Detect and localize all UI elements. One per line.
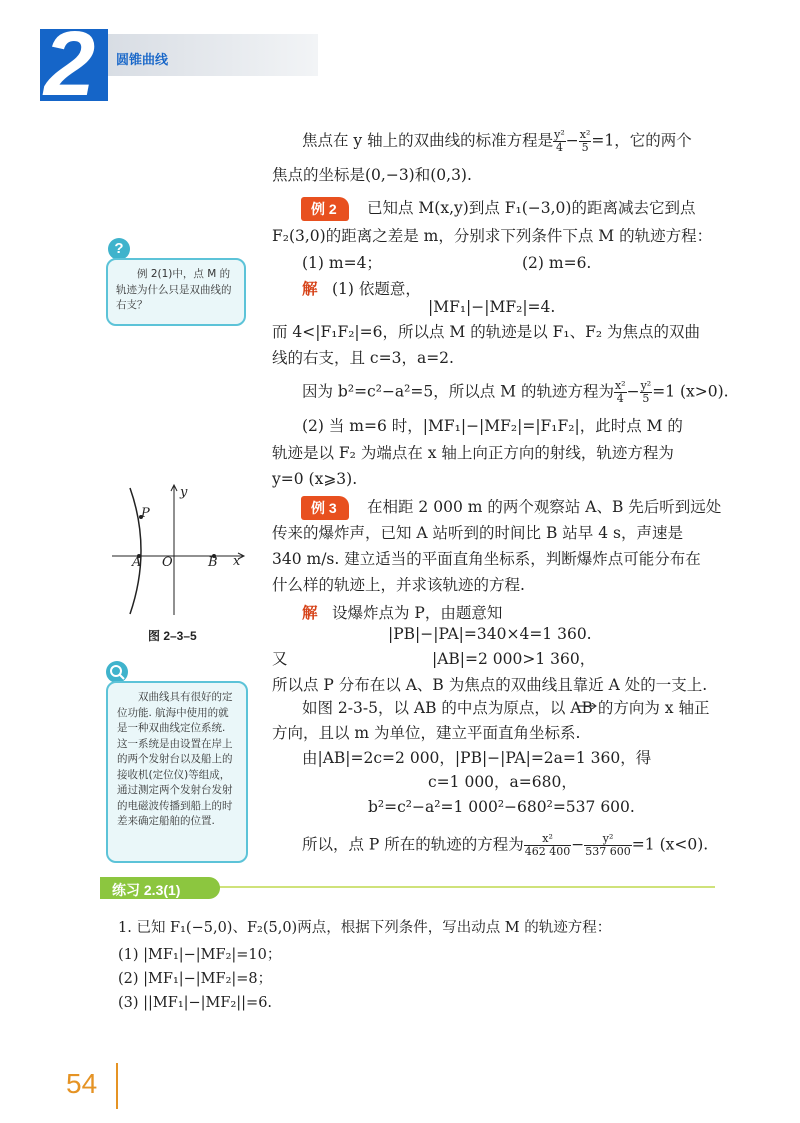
question-text: 例 2(1)中，点 M 的轨迹为什么只是双曲线的右支？: [116, 268, 232, 311]
ex2-solution-3: 线的右支，且 c=3，a=2.: [272, 349, 454, 367]
page-number: 54: [66, 1068, 98, 1099]
frac-num: x²: [524, 833, 572, 846]
frac-den: 4: [555, 141, 563, 154]
exercise-q1-b: (2) |MF₁|−|MF₂|=8；: [118, 971, 273, 987]
frac-num: y²: [640, 379, 652, 392]
fraction-y2-4: [553, 129, 566, 154]
info-box: [106, 681, 248, 863]
exercise-rule: [210, 886, 715, 888]
question-icon: ?: [108, 238, 130, 260]
exercise-q1-c: (3) ||MF₁|−|MF₂||=6.: [118, 995, 273, 1011]
fraction-y2-5: [640, 380, 653, 405]
chapter-number: 2: [44, 13, 96, 115]
ex3-line-1: 在相距 2 000 m 的两个观察站 A、B 先后听到远处: [367, 498, 722, 516]
ex3-equation-4: b²=c²−a²=1 000²−680²=537 600.: [368, 798, 635, 816]
frac-den: 462 400: [524, 845, 571, 858]
ex3-solution-1: 设爆炸点为 P，由题意知: [332, 604, 503, 622]
ex2-solution-6: 轨迹是以 F₂ 为端点在 x 轴上向正方向的射线，轨迹方程为: [272, 444, 674, 462]
ex3-sol6-post: =1 (x<0).: [631, 835, 709, 854]
ex2-solution-1: (1) 依题意，: [332, 280, 421, 298]
frac-num: x²: [579, 128, 591, 141]
fraction-y2-537600: [584, 833, 632, 858]
ex2-solution-7: y=0 (x⩾3).: [272, 470, 358, 488]
figure-label-p: P: [141, 506, 150, 521]
ex2-equation-1: |MF₁|−|MF₂|=4.: [428, 298, 556, 316]
figure-caption: 图 2–3–5: [148, 629, 197, 643]
frac-den: 4: [616, 392, 624, 405]
ex3-line-4: 什么样的轨迹上，并求该轨迹的方程.: [272, 576, 525, 594]
ex2-sol4-post: =1 (x>0).: [652, 382, 729, 401]
page-number-rule: [116, 1063, 118, 1109]
ex3-line-2: 传来的爆炸声，已知 A 站听到的时间比 B 站早 4 s，声速是: [272, 524, 683, 542]
frac-den: 5: [581, 141, 589, 154]
minus-sign: −: [626, 382, 640, 401]
ex2-condition-2: (2) m=6.: [522, 254, 592, 272]
chapter-title: 圆锥曲线: [116, 52, 169, 67]
ex2-solution-2: 而 4<|F₁F₂|=6，所以点 M 的轨迹是以 F₁、F₂ 为焦点的双曲: [272, 323, 701, 341]
ex2-line-1: 已知点 M(x,y)到点 F₁(−3,0)的距离减去它到点: [367, 199, 696, 217]
intro-text: 焦点在 y 轴上的双曲线的标准方程是: [302, 131, 554, 150]
frac-num: y²: [554, 128, 565, 141]
ex2-solution-4: [302, 380, 729, 405]
fraction-x2-5: [579, 129, 592, 154]
exercise-title: 练习 2.3(1): [112, 882, 181, 898]
info-text: 双曲线具有很好的定位功能. 航海中使用的就是一种双曲线定位系统. 这一系统是由设置在岸上的两个发射台以及船上的接收机(定位仪)等组成，通过测定两个发射台发射的电磁波传播到船上的时差来确定船舶的位置.: [117, 691, 233, 827]
ex2-condition-1: (1) m=4；: [302, 254, 382, 272]
ex3-equation-2: |AB|=2 000>1 360，: [432, 650, 596, 668]
ex3-solution-5: 由|AB|=2c=2 000，|PB|−|PA|=2a=1 360，得: [302, 749, 652, 767]
vector-arrow-icon: [578, 694, 598, 700]
ex3-you: 又: [272, 650, 288, 668]
ex3-solution-3: 如图 2-3-5，以 AB 的中点为原点，以 AB 的方向为 x 轴正: [302, 699, 710, 717]
ex3-solution-2: 所以点 P 分布在以 A、B 为焦点的双曲线且靠近 A 处的一支上.: [272, 676, 708, 694]
ex3-line-3: 340 m/s. 建立适当的平面直角坐标系，判断爆炸点可能分布在: [272, 550, 701, 568]
intro-line-2: 焦点的坐标是(0,−3)和(0,3).: [272, 166, 472, 184]
ex2-sol4-pre: 因为 b²=c²−a²=5，所以点 M 的轨迹方程为: [302, 382, 614, 401]
hyperbola-branch: [130, 488, 141, 614]
ex3-equation-3: c=1 000，a=680，: [428, 773, 577, 791]
question-box: [106, 258, 246, 326]
fraction-x2-4: [614, 380, 627, 405]
frac-num: y²: [584, 833, 632, 846]
frac-num: x²: [614, 379, 626, 392]
figure-label-x: x: [233, 554, 241, 569]
intro-eq-tail: =1，它的两个: [591, 131, 692, 150]
solve-label-2: 解: [302, 604, 318, 622]
minus-sign: −: [571, 835, 585, 854]
figure-label-o: O: [162, 555, 173, 570]
figure-label-b: B: [208, 555, 218, 570]
solve-label: 解: [302, 280, 318, 298]
frac-den: 5: [642, 392, 650, 405]
intro-line-1: [302, 129, 692, 154]
example-3-tag: 例 3: [301, 496, 349, 520]
figure-label-y: y: [180, 485, 188, 500]
ex3-solution-6: [302, 833, 708, 858]
ex2-line-2: F₂(3,0)的距离之差是 m，分别求下列条件下点 M 的轨迹方程：: [272, 227, 713, 245]
ex2-solution-5: (2) 当 m=6 时，|MF₁|−|MF₂|=|F₁F₂|，此时点 M 的: [302, 417, 683, 435]
example-2-tag: 例 2: [301, 197, 349, 221]
exercise-q1-a: (1) |MF₁|−|MF₂|=10；: [118, 947, 282, 963]
ex3-sol6-pre: 所以，点 P 所在的轨迹的方程为: [302, 835, 524, 854]
fraction-x2-462400: [524, 833, 572, 858]
figure-hyperbola: [104, 480, 254, 620]
search-icon: [106, 661, 128, 683]
figure-label-a: A: [132, 555, 142, 570]
ex3-equation-1: |PB|−|PA|=340×4=1 360.: [388, 625, 592, 643]
frac-den: 537 600: [585, 845, 631, 858]
ex3-solution-4: 方向，且以 m 为单位，建立平面直角坐标系.: [272, 724, 581, 742]
minus-sign: −: [565, 131, 579, 150]
exercise-q1: 1. 已知 F₁(−5,0)、F₂(5,0)两点，根据下列条件，写出动点 M 的轨迹方程：: [118, 920, 612, 936]
